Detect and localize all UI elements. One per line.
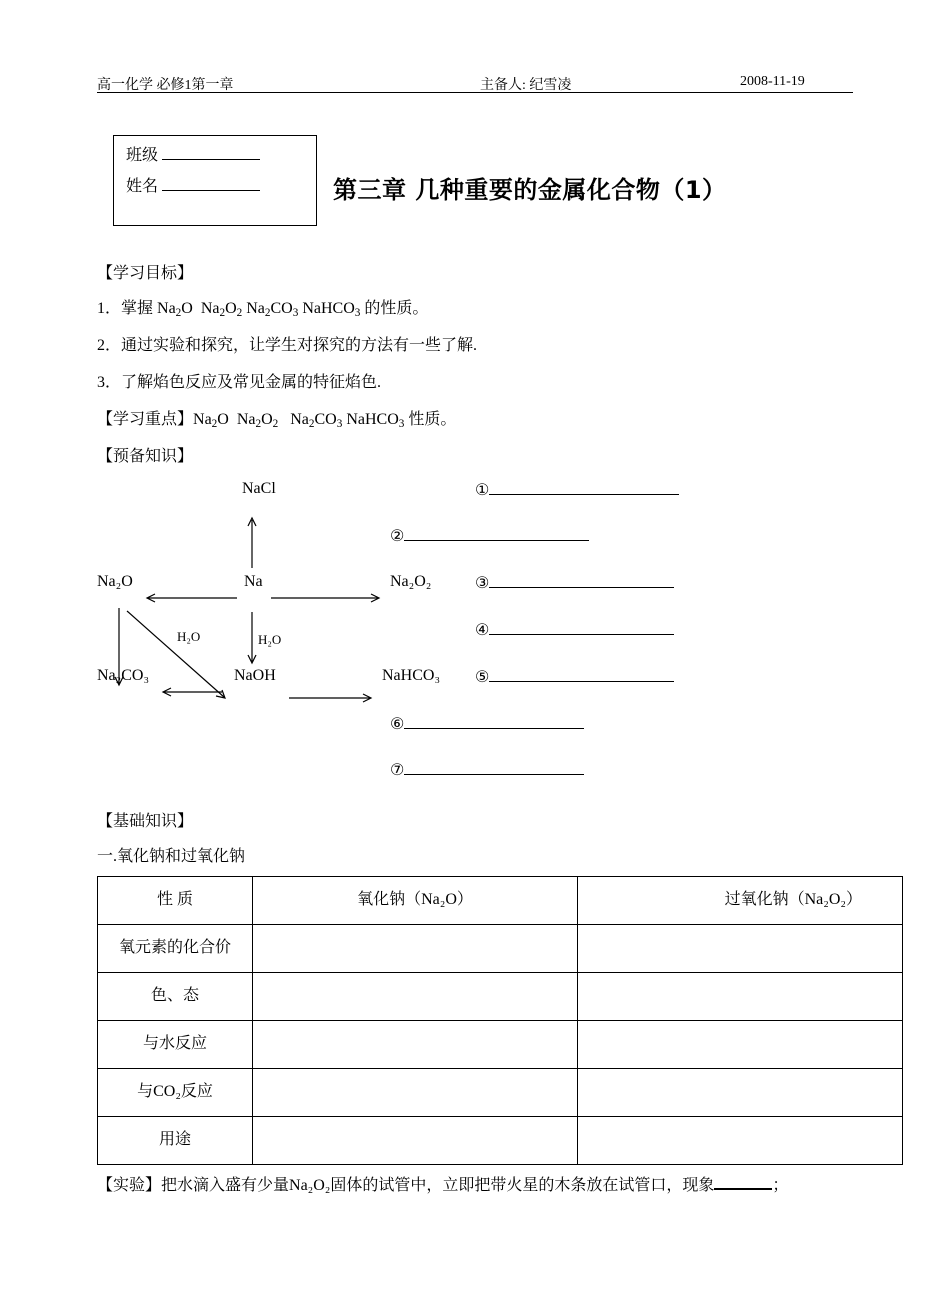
equation-4-blank[interactable] xyxy=(489,634,674,635)
compound-na2o2: Na₂O₂ xyxy=(390,573,432,590)
row-label: 色、态 xyxy=(98,973,253,1021)
table-row xyxy=(98,1117,903,1165)
experiment-text: 把水滴入盛有少量Na₂O₂固体的试管中，立即把带火星的木条放在试管口，现象 xyxy=(161,1177,715,1194)
equation-6 xyxy=(390,714,584,734)
equation-3 xyxy=(475,573,674,593)
reagent-h2o-b: H₂O xyxy=(258,632,282,647)
mark-7: ⑦ xyxy=(390,762,405,779)
name-label: 姓名 xyxy=(126,178,159,195)
basic-heading: 【基础知识】 xyxy=(97,813,194,830)
cell-na2o2[interactable] xyxy=(578,1117,903,1165)
cell-na2o2[interactable] xyxy=(578,925,903,973)
experiment-end: ； xyxy=(772,1177,789,1194)
mark-3: ③ xyxy=(475,575,490,592)
cell-na2o[interactable] xyxy=(253,1117,578,1165)
compound-nacl: NaCl xyxy=(242,480,276,497)
equation-3-blank[interactable] xyxy=(489,587,674,588)
cell-na2o2[interactable] xyxy=(578,1069,903,1117)
equation-5 xyxy=(475,667,674,687)
table-row xyxy=(98,973,903,1021)
cell-na2o[interactable] xyxy=(253,973,578,1021)
cell-na2o[interactable] xyxy=(253,1069,578,1117)
equation-1-blank[interactable] xyxy=(489,494,679,495)
experiment-line xyxy=(97,1172,788,1195)
cell-na2o[interactable] xyxy=(253,1021,578,1069)
equation-5-blank[interactable] xyxy=(489,681,674,682)
experiment-blank[interactable] xyxy=(714,1188,772,1190)
reagent-h2o-a: H₂O xyxy=(177,629,201,644)
page-title: 第三章 几种重要的金属化合物（1） xyxy=(333,176,727,204)
mark-1: ① xyxy=(475,482,490,499)
equation-2-blank[interactable] xyxy=(404,540,589,541)
compound-na: Na xyxy=(244,573,263,590)
row-label: 用途 xyxy=(98,1117,253,1165)
compound-na2o: Na₂O xyxy=(97,573,133,590)
header-left: 高一化学 必修1第一章 xyxy=(97,78,234,93)
arrow-na2o-to-naoh xyxy=(127,611,224,697)
goals-heading: 【学习目标】 xyxy=(97,265,194,282)
goal-1-formulas: $Na_2O$ $Na_2O_2$ $Na_2CO_3$ NaHCO$_3$ xyxy=(157,300,361,319)
mark-5: ⑤ xyxy=(475,669,490,686)
mark-2: ② xyxy=(390,528,405,545)
table-row xyxy=(98,1021,903,1069)
focus-prefix: 【学习重点】 xyxy=(97,411,194,428)
focus-formulas: $Na_2O$ $Na_2O_2$ $Na_2CO_3$ NaHCO$_3$ xyxy=(193,411,405,430)
properties-table xyxy=(97,876,903,1165)
cell-na2o2[interactable] xyxy=(578,1021,903,1069)
table-row xyxy=(98,1069,903,1117)
header-na2o2: 过氧化钠（Na₂O₂） xyxy=(578,877,903,925)
equation-7-blank[interactable] xyxy=(404,774,584,775)
experiment-label: 【实验】 xyxy=(97,1177,162,1194)
cell-na2o[interactable] xyxy=(253,925,578,973)
table-row xyxy=(98,925,903,973)
sub-heading: 一.氧化钠和过氧化钠 xyxy=(97,848,246,865)
class-label: 班级 xyxy=(126,147,159,164)
header-na2o: 氧化钠（Na₂O） xyxy=(253,877,578,925)
row-label: 与CO₂反应 xyxy=(98,1069,253,1117)
focus-suffix: 性质。 xyxy=(404,411,457,428)
compound-nahco3: NaHCO₃ xyxy=(382,667,441,684)
equation-2 xyxy=(390,526,589,546)
header-right: 2008-11-19 xyxy=(740,74,805,89)
mark-6: ⑥ xyxy=(390,716,405,733)
equation-1 xyxy=(475,480,679,500)
compound-naoh: NaOH xyxy=(234,667,276,684)
goal-1-suffix: 的性质。 xyxy=(360,300,429,317)
equation-6-blank[interactable] xyxy=(404,728,584,729)
equation-4 xyxy=(475,620,674,640)
row-label: 氧元素的化合价 xyxy=(98,925,253,973)
cell-na2o2[interactable] xyxy=(578,973,903,1021)
prep-heading: 【预备知识】 xyxy=(97,448,194,465)
goal-3: 3．了解焰色反应及常见金属的特征焰色. xyxy=(97,374,382,391)
compound-na2co3: Na₂CO₃ xyxy=(97,667,150,684)
equation-7 xyxy=(390,760,584,780)
header-center: 主备人: 纪雪凌 xyxy=(480,78,572,93)
goal-2: 2．通过实验和探究，让学生对探究的方法有一些了解. xyxy=(97,337,478,354)
row-label: 与水反应 xyxy=(98,1021,253,1069)
mark-4: ④ xyxy=(475,622,490,639)
goal-1-prefix: 1．掌握 xyxy=(97,300,158,317)
table-header-row xyxy=(98,877,903,925)
header-property: 性 质 xyxy=(98,877,253,925)
